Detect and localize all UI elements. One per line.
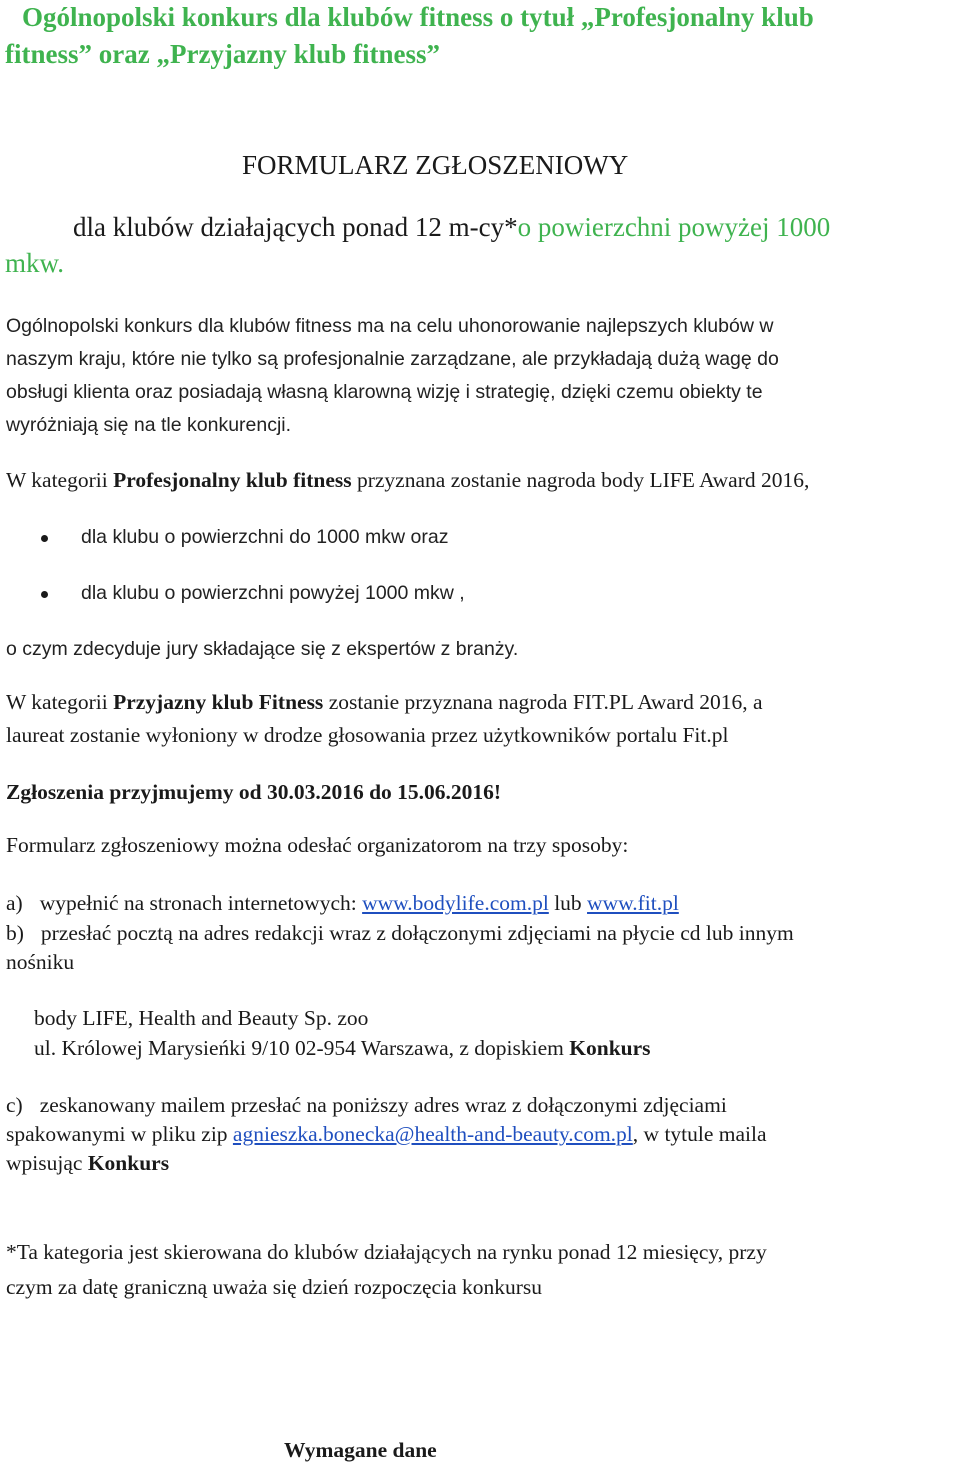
bullet-dot-1	[41, 535, 48, 542]
subtitle-line-1	[73, 212, 830, 243]
intro-line-4: wyróżniają się na tle konkurencji.	[6, 414, 292, 436]
bullet-item-2: dla klubu o powierzchni powyżej 1000 mkw ,	[81, 582, 465, 604]
address-line-1: body LIFE, Health and Beauty Sp. zoo	[34, 1006, 369, 1030]
bullet-dot-2	[41, 591, 48, 598]
page-title-line-1: Ogólnopolski konkurs dla klubów fitness o tytuł „Profesjonalny klub	[22, 2, 814, 32]
intro-line-2: naszym kraju, które nie tylko są profesjonalnie zarządzane, ale przykładają dużą wagę do	[6, 348, 779, 370]
category-2-prefix: W kategorii	[6, 690, 114, 714]
fitpl-link[interactable]: www.fit.pl	[587, 891, 679, 915]
category-1-line	[6, 468, 809, 493]
method-a-text: wypełnić na stronach internetowych:	[39, 891, 363, 915]
method-b-line-2: nośniku	[6, 950, 75, 974]
method-c-prefix: spakowanymi w pliku zip	[6, 1122, 233, 1146]
page-title-line-2: fitness” oraz „Przyjazny klub fitness”	[5, 39, 440, 69]
address-line-2	[34, 1036, 651, 1061]
category-2-line-2: laureat zostanie wyłoniony w drodze głosowania przez użytkowników portalu Fit.pl	[6, 723, 729, 747]
method-b-label: b)	[6, 921, 24, 945]
method-c-line-3	[6, 1151, 169, 1176]
subtitle-part-1: dla klubów działających ponad 12 m-cy*	[73, 212, 518, 242]
deadline-text: Zgłoszenia przyjmujemy od 30.03.2016 do 15.06.2016!	[6, 780, 502, 804]
subtitle-part-2: o powierzchni powyżej 1000	[517, 212, 831, 242]
methods-intro: Formularz zgłoszeniowy można odesłać organizatorom na trzy sposoby:	[6, 833, 629, 857]
subtitle-line-2: mkw.	[5, 248, 64, 278]
bodylife-link[interactable]: www.bodylife.com.pl	[362, 891, 549, 915]
required-data-heading: Wymagane dane	[284, 1438, 437, 1462]
category-1-name: Profesjonalny klub fitness	[113, 468, 352, 492]
method-a-label: a)	[6, 891, 23, 915]
intro-line-1: Ogólnopolski konkurs dla klubów fitness ma na celu uhonorowanie najlepszych klubów w	[6, 315, 774, 337]
bullet-item-1: dla klubu o powierzchni do 1000 mkw oraz	[81, 526, 449, 548]
method-c-line-3-bold: Konkurs	[87, 1151, 170, 1175]
category-2-suffix: zostanie przyznana nagroda FIT.PL Award 2016, a	[323, 690, 763, 714]
method-a	[6, 891, 679, 916]
address-bold: Konkurs	[569, 1036, 651, 1060]
method-c-label: c)	[6, 1093, 23, 1117]
jury-line: o czym zdecyduje jury składające się z ekspertów z branży.	[6, 638, 519, 660]
method-a-mid: lub	[548, 891, 588, 915]
method-b	[6, 921, 794, 946]
footnote-line-2: czym za datę graniczną uważa się dzień rozpoczęcia konkursu	[6, 1275, 543, 1299]
method-c-suffix: , w tytule maila	[632, 1122, 767, 1146]
category-2-line-1	[6, 690, 763, 715]
method-b-text: przesłać pocztą na adres redakcji wraz z dołączonymi zdjęciami na płycie cd lub innym	[40, 921, 794, 945]
email-link[interactable]: agnieszka.bonecka@health-and-beauty.com.pl	[232, 1122, 633, 1146]
category-1-suffix: przyznana zostanie nagroda body LIFE Award 2016,	[351, 468, 810, 492]
address-text: ul. Królowej Marysieńki 9/10 02-954 Warszawa, z dopiskiem	[34, 1036, 570, 1060]
category-2-name: Przyjazny klub Fitness	[113, 690, 324, 714]
method-c-line-3-prefix: wpisując	[6, 1151, 88, 1175]
method-c-text: zeskanowany mailem przesłać na poniższy adres wraz z dołączonymi zdjęciami	[39, 1093, 727, 1117]
intro-paragraph	[6, 310, 779, 442]
category-1-prefix: W kategorii	[6, 468, 114, 492]
intro-line-3: obsługi klienta oraz posiadają własną klarowną wizję i strategię, dzięki czemu obiekty te	[6, 381, 763, 403]
method-c	[6, 1093, 727, 1118]
method-c-line-2	[6, 1122, 767, 1147]
footnote-line-1: *Ta kategoria jest skierowana do klubów działających na rynku ponad 12 miesięcy, przy	[6, 1240, 767, 1264]
form-heading: FORMULARZ ZGŁOSZENIOWY	[242, 150, 629, 180]
